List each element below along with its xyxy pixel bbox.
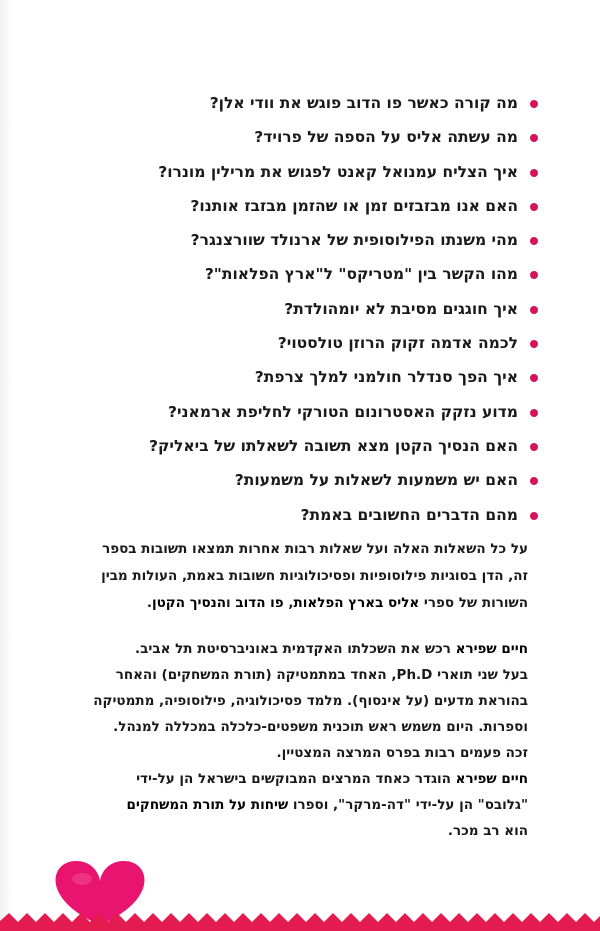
bullet-icon [530,306,538,314]
question-item [40,86,538,120]
question-item [40,292,538,326]
author-name-repeat: חיים שפירא [455,771,528,787]
question-text: איך חוגגים מסיבת לא יומהולדת? [284,299,518,318]
bullet-icon [530,374,538,382]
question-text: איך הפך סנדלר חולמני למלך צרפת? [254,368,518,387]
question-item [40,155,538,189]
question-text: האם הנסיך הקטן מצא תשובה לשאלתו של ביאליק? [149,436,518,455]
question-text: האם יש משמעות לשאלות על משמעות? [234,471,518,490]
bullet-icon [530,512,538,520]
intro-line-3-prefix: השורות של ספרי [419,595,528,611]
bio-line-5: זכה פעמים רבות בפרס המרצה המצטיין. [276,745,528,761]
footer-decoration [0,821,600,931]
bio-line-6 [62,766,528,792]
question-text: מהו הקשר בין "מטריקס" ל"ארץ הפלאות"? [204,265,518,284]
question-text: מה עשתה אליס על הספה של פרויד? [254,128,518,147]
question-item [40,120,538,154]
question-item [40,463,538,497]
question-text: מהי משנתו הפילוסופית של ארנולד שוורצנגר? [190,231,518,250]
question-item [40,189,538,223]
question-text: איך הצליח עמנואל קאנט לפגוש את מרילין מונרו? [158,162,518,181]
book-title-alice: אליס בארץ הפלאות [293,595,420,611]
bullet-icon [530,169,538,177]
bullet-icon [530,203,538,211]
bullet-icon [530,237,538,245]
bio-line-3: בהוראת מדעים (על אינסוף). מלמד פסיכולוגיה, פילוסופיה, מתמטיקה [93,693,528,709]
intro-separator-2: ו [226,595,236,611]
question-text: מהם הדברים החשובים באמת? [300,505,518,524]
page-edge [0,0,14,931]
question-text: לכמה אדמה זקוק הרוזן טולסטוי? [277,334,518,353]
book-title-little-prince: הנסיך הקטן [151,595,227,611]
question-text: מה קורה כאשר פו הדוב פוגש את וודי אלן? [209,94,518,112]
author-name: חיים שפירא [455,641,528,657]
intro-line-2: זה, הדן בסוגיות פילוסופיות ופסיכולוגיות חשובות באמת, העולות מבין [101,568,528,584]
heart-highlight [72,873,92,885]
question-item [40,498,538,532]
intro-paragraph [62,536,528,617]
bio-line-1-rest: רכש את השכלתו האקדמית באוניברסיטת תל אביב. [135,641,456,657]
question-item [40,223,538,257]
author-bio [62,636,528,844]
intro-line-3 [62,590,528,617]
bullet-icon [530,477,538,485]
bio-line-8: הוא רב מכר. [447,823,528,839]
bio-line-7-prefix: "גלובס" הן על-ידי "דה-מרקר", וספרו [288,797,528,813]
bio-line-2: בעל שני תוארי Ph.D, האחד במתמטיקה (תורת המשחקים) והאחר [115,667,528,683]
book-title-game-theory: שיחות על תורת המשחקים [126,797,289,813]
bullet-icon [530,134,538,142]
bullet-icon [530,340,538,348]
question-item [40,360,538,394]
bio-line-7 [62,792,528,818]
question-item [40,395,538,429]
bullet-icon [530,271,538,279]
intro-separator-1: , [283,595,294,611]
question-item [40,326,538,360]
bio-line-6-rest: הוגדר כאחד המרצים המבוקשים בישראל הן על-ידי [136,771,456,787]
question-text: מדוע נזקק האסטרונום הטורקי לחליפת ארמאני? [167,402,518,421]
question-text: האם אנו מבזבזים זמן או שהזמן מבזבז אותנו? [190,196,518,215]
bio-line-4: וספרות. היום משמש ראש תוכנית משפטים-כלכלה במכללה למנהל. [113,719,528,735]
question-item [40,257,538,291]
questions-list [40,86,538,532]
bio-line-1 [62,636,528,662]
intro-line-3-end: . [146,595,152,611]
book-title-pooh: פו הדוב [235,595,284,611]
bullet-icon [530,100,538,108]
bullet-icon [530,443,538,451]
question-item [40,429,538,463]
intro-line-1: על כל השאלות האלה ועל שאלות רבות אחרות תמצאו תשובות בספר [102,541,528,557]
bullet-icon [530,409,538,417]
